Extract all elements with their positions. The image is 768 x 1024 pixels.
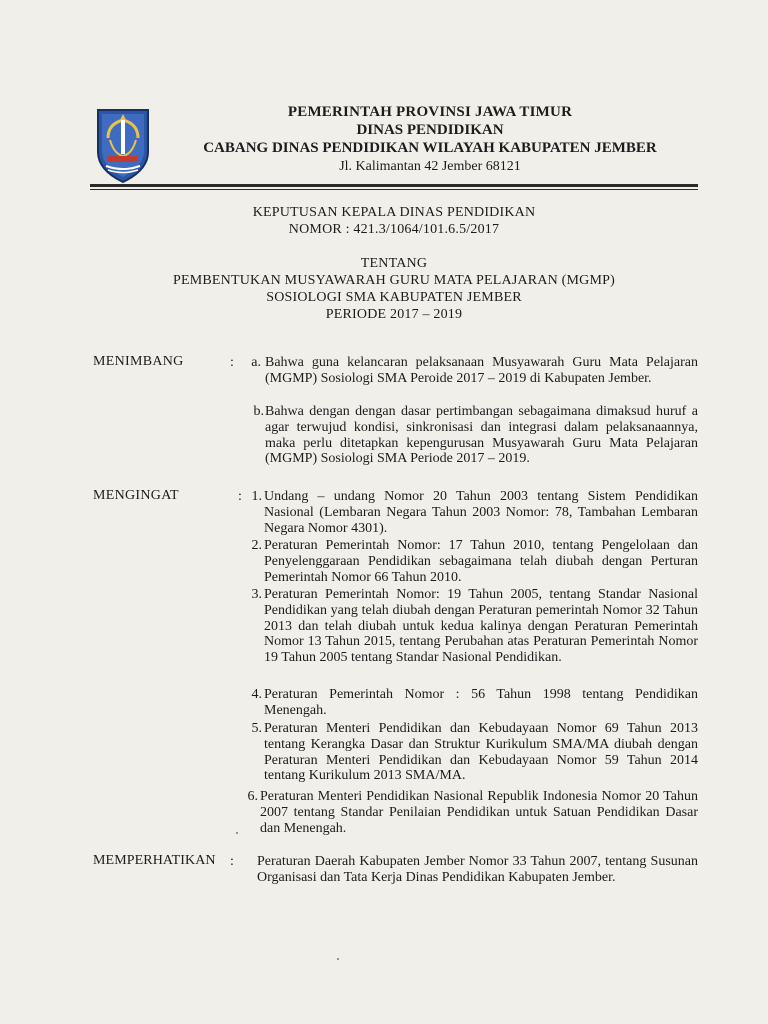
- letterhead-rule-thick: [90, 184, 698, 187]
- colon: :: [238, 489, 242, 504]
- item-marker: 1.: [251, 489, 262, 504]
- letterhead-address: Jl. Kalimantan 42 Jember 68121: [339, 159, 521, 174]
- mengingat-item-5: Peraturan Menteri Pendidikan dan Kebudayaan Nomor 69 Tahun 2013 tentang Kerangka Dasar dan Struktur Kurikulum SMA/MA diubah dengan Peraturan Menteri Pendidikan dan Kebudayaan Nomor 59 Tahun 2014 tentang Kurikulum 2013 SMA/MA.: [264, 721, 698, 784]
- mengingat-item-4: Peraturan Pemerintah Nomor : 56 Tahun 1998 tentang Pendidikan Menengah.: [264, 687, 698, 718]
- scan-speck: [337, 958, 339, 960]
- item-marker: 6.: [247, 789, 258, 804]
- section-label-mengingat: MENGINGAT: [93, 488, 179, 503]
- item-marker: b.: [253, 404, 264, 419]
- mengingat-item-1: Undang – undang Nomor 20 Tahun 2003 tentang Sistem Pendidikan Nasional (Lembaran Negara Tahun 2003 Nomor: 78, Tambahan Lembaran Negara Nomor 4301).: [264, 489, 698, 536]
- colon: :: [230, 854, 234, 869]
- decree-number: NOMOR : 421.3/1064/101.6.5/2017: [288, 222, 500, 237]
- letterhead-branch: CABANG DINAS PENDIDIKAN WILAYAH KABUPATEN JEMBER: [203, 140, 657, 156]
- memperhatikan-text: Peraturan Daerah Kabupaten Jember Nomor 33 Tahun 2007, tentang Susunan Organisasi dan Tata Kerja Dinas Pendidikan Kabupaten Jember.: [257, 854, 698, 885]
- item-marker: a.: [251, 355, 261, 370]
- mengingat-item-3: Peraturan Pemerintah Nomor: 19 Tahun 2005, tentang Standar Nasional Pendidikan yang telah diubah dengan Peraturan pemerintah Nomor 32 Tahun 2013 dan telah diubah untuk kedua kalinya dengan Peraturan Pemerintah Nomor 13 Tahun 2015, tentang Perubahan atas Peraturan Pemerintah Nomor 19 Tahun 2005 tentang Standar Nasional Pendidikan.: [264, 587, 698, 666]
- decree-about: TENTANG: [360, 256, 428, 271]
- mengingat-item-2: Peraturan Pemerintah Nomor: 17 Tahun 2010, tentang Pengelolaan dan Penyelenggaraan Pendidikan sebagaimana telah diubah dengan Perturan Pemerintah Nomor 66 Tahun 2010.: [264, 538, 698, 585]
- decree-subject-2: SOSIOLOGI SMA KABUPATEN JEMBER: [266, 290, 522, 305]
- item-marker: 4.: [251, 687, 262, 702]
- item-marker: 5.: [251, 721, 262, 736]
- letterhead: [150, 103, 710, 176]
- menimbang-item-b: Bahwa dengan dengan dasar pertimbangan sebagaimana dimaksud huruf a agar terwujud kondisi, sinkronisasi dan integrasi dalam pelaksanaannya, maka perlu ditetapkan kepengurusan Musyawarah Guru Mata Pelajaran (MGMP) Sosiologi SMA Periode 2017 – 2019.: [265, 404, 698, 467]
- decree-subject-1: PEMBENTUKAN MUSYAWARAH GURU MATA PELAJARAN (MGMP): [173, 273, 615, 288]
- colon: :: [230, 355, 234, 370]
- letterhead-government: PEMERINTAH PROVINSI JAWA TIMUR: [287, 104, 573, 120]
- item-marker: 3.: [251, 587, 262, 602]
- section-label-memperhatikan: MEMPERHATIKAN: [93, 853, 216, 868]
- menimbang-item-a: Bahwa guna kelancaran pelaksanaan Musyawarah Guru Mata Pelajaran (MGMP) Sosiologi SMA Peroide 2017 – 2019 di Kabupaten Jember.: [265, 355, 698, 386]
- item-marker: 2.: [251, 538, 262, 553]
- decree-period: PERIODE 2017 – 2019: [325, 307, 463, 322]
- letterhead-rule-thin: [90, 189, 698, 190]
- section-label-menimbang: MENIMBANG: [93, 354, 184, 369]
- mengingat-item-6: Peraturan Menteri Pendidikan Nasional Republik Indonesia Nomor 20 Tahun 2007 tentang Standar Penilaian Pendidikan untuk Satuan Pendidikan Dasar dan Menengah.: [260, 789, 698, 836]
- letterhead-office: DINAS PENDIDIKAN: [356, 122, 504, 138]
- decree-title: KEPUTUSAN KEPALA DINAS PENDIDIKAN: [252, 205, 536, 220]
- scan-speck: [236, 832, 238, 834]
- east-java-coat-of-arms-icon: [94, 108, 152, 184]
